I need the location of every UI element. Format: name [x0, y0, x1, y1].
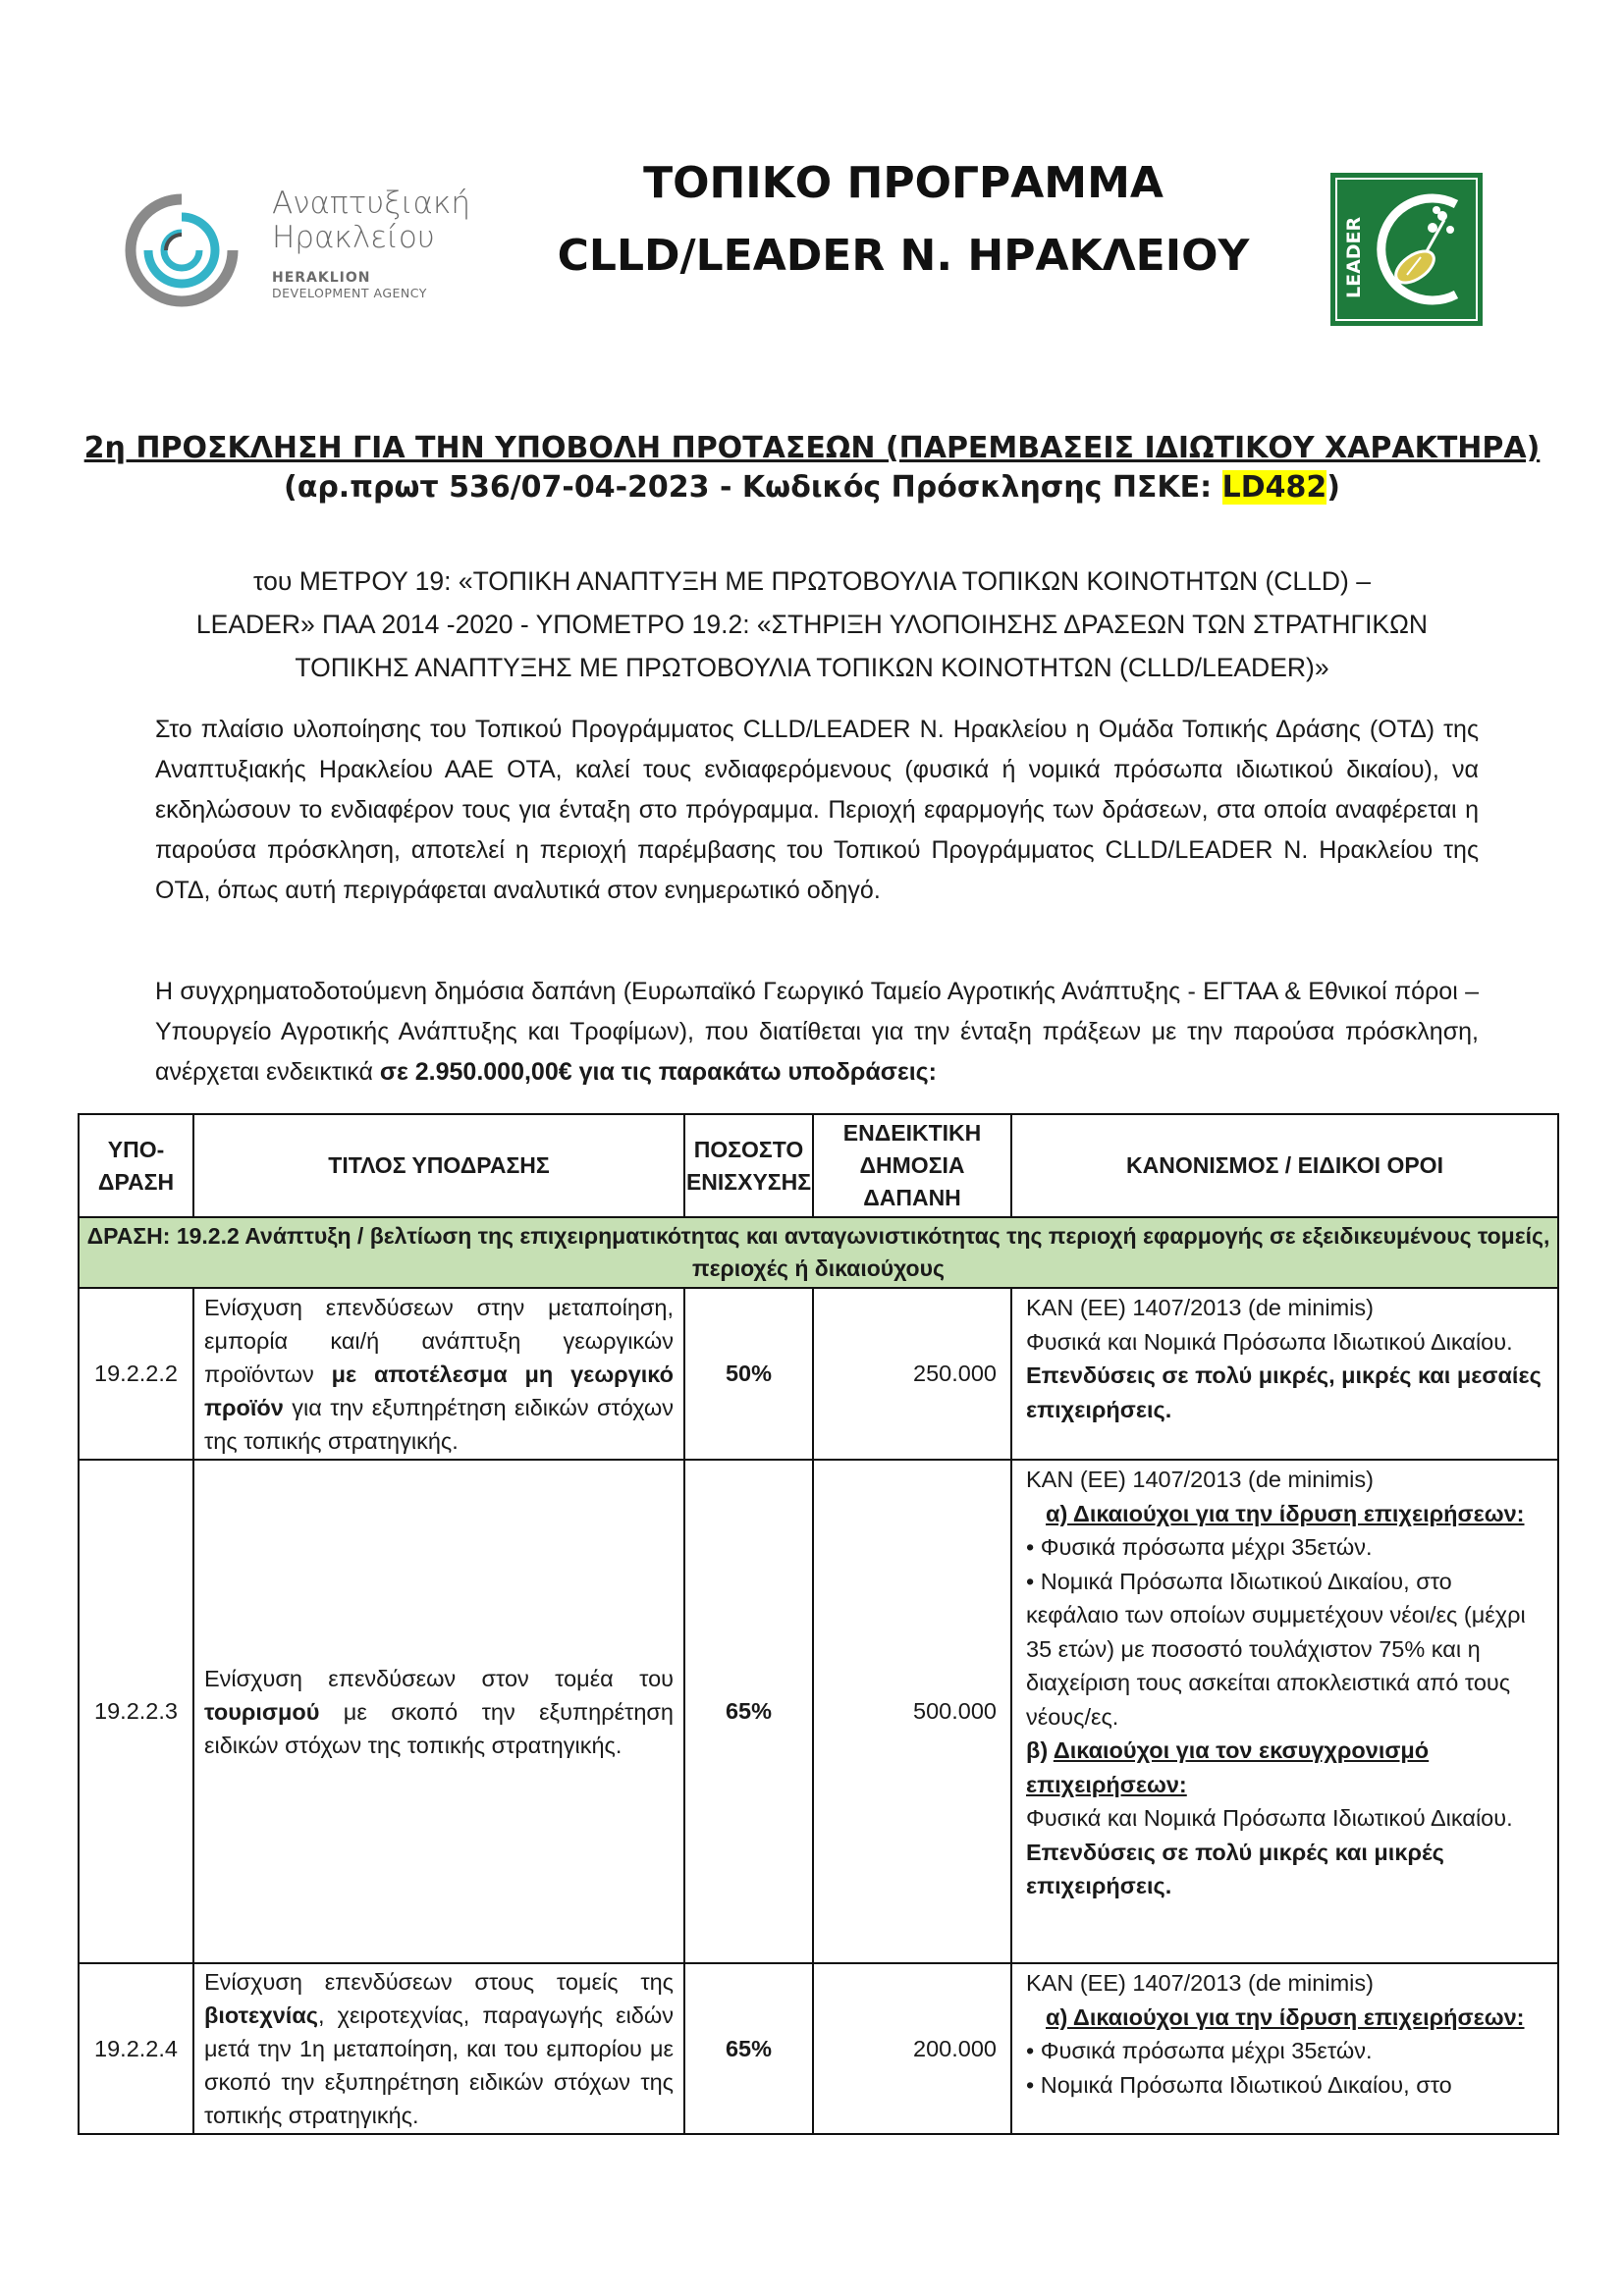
- subaction-title: Ενίσχυση επενδύσεων στους τομείς της βιοτεχνίας, χειροτεχνίας, παραγωγής ειδών μετά την 1η μεταποίηση, και του εμπορίου με σκοπό την εξυπηρέτηση ειδικών στόχων της τοπικής στρατηγικής.: [193, 1963, 684, 2134]
- header-title: ΤΙΤΛΟΣ ΥΠΟΔΡΑΣΗΣ: [193, 1114, 684, 1217]
- subaction-rate: 65%: [684, 1963, 813, 2134]
- agency-name: Αναπτυξιακή Ηρακλείου: [272, 186, 470, 255]
- leader-logo-text: LEADER: [1343, 216, 1365, 298]
- subaction-rules: ΚΑΝ (ΕΕ) 1407/2013 (de minimis) Φυσικά και Νομικά Πρόσωπα Ιδιωτικού Δικαίου. Επενδύσεις σε πολύ μικρές, μικρές και μεσαίες επιχειρήσεις.: [1011, 1288, 1558, 1460]
- subactions-table: [78, 1113, 1559, 2135]
- table-row: [79, 1288, 1558, 1460]
- page-title: ΤΟΠΙΚΟ ΠΡΟΓΡΑΜΜΑ CLLD/LEADER Ν. ΗΡΑΚΛΕΙΟΥ: [557, 158, 1250, 281]
- subaction-rate: 65%: [684, 1460, 813, 1963]
- subaction-budget: 500.000: [813, 1460, 1011, 1963]
- call-title-line: 2η ΠΡΟΣΚΛΗΣΗ ΓΙΑ ΤΗΝ ΥΠΟΒΟΛΗ ΠΡΟΤΑΣΕΩΝ (ΠΑΡΕΜΒΑΣΕΙΣ ΙΔΙΩΤΙΚΟΥ ΧΑΡΑΚΤΗΡΑ): [83, 431, 1541, 465]
- intro-paragraph: Στο πλαίσιο υλοποίησης του Τοπικού Προγράμματος CLLD/LEADER Ν. Ηρακλείου η Ομάδα Τοπικής Δράσης (ΟΤΔ) της Αναπτυξιακής Ηρακλείου ΑΑΕ ΟΤΑ, καλεί τους ενδιαφερόμενους (φυσικά ή νομικά πρόσωπα ιδιωτικού δικαίου), να εκδηλώσουν το ενδιαφέρον τους για ένταξη στο πρόγραμμα. Περιοχή εφαρμογής των δράσεων, στα οποία αναφέρεται η παρούσα πρόσκληση, αποτελεί η περιοχή παρέμβασης του Τοπικού Προγράμματος CLLD/LEADER Ν. Ηρακλείου της ΟΤΔ, όπως αυτή περιγράφεται αναλυτικά στον ενημερωτικό οδηγό.: [155, 716, 1479, 904]
- header-budget: ΕΝΔΕΙΚΤΙΚΗ ΔΗΜΟΣΙΑ ΔΑΠΑΝΗ: [813, 1114, 1011, 1217]
- call-reference: (αρ.πρωτ 536/07-04-2023 - Κωδικός Πρόσκλησης ΠΣΚΕ: LD482): [284, 470, 1340, 505]
- subaction-rate: 50%: [684, 1288, 813, 1460]
- call-code-highlight: LD482: [1221, 470, 1327, 505]
- measure-description: του ΜΕΤΡΟΥ 19: «ΤΟΠΙΚΗ ΑΝΑΠΤΥΞΗ ΜΕ ΠΡΩΤΟΒΟΥΛΙΑ ΤΟΠΙΚΩΝ ΚΟΙΝΟΤΗΤΩΝ (CLLD) – LEADER» ΠΑΑ 2014 -2020 - ΥΠΟΜΕΤΡΟ 19.2: «ΣΤΗΡΙΞΗ ΥΛΟΠΟΙΗΣΗΣ ΔΡΑΣΕΩΝ ΤΩΝ ΣΤΡΑΤΗΓΙΚΩΝ ΤΟΠΙΚΗΣ ΑΝΑΠΤΥΞΗΣ ΜΕ ΠΡΩΤΟΒΟΥΛΙΑ ΤΟΠΙΚΩΝ ΚΟΙΝΟΤΗΤΩΝ (CLLD/LEADER)»: [195, 566, 1429, 682]
- agency-logo: [123, 186, 470, 314]
- action-title: ΔΡΑΣΗ: 19.2.2 Ανάπτυξη / βελτίωση της επιχειρηματικότητας και ανταγωνιστικότητας της περιοχή εφαρμογής σε εξειδικευμένους τομείς, περιοχές ή δικαιούχους: [79, 1217, 1558, 1288]
- header-code: ΥΠΟ-ΔΡΑΣΗ: [79, 1114, 193, 1217]
- subaction-title: Ενίσχυση επενδύσεων στον τομέα του τουρισμού με σκοπό την εξυπηρέτηση ειδικών στόχων της τοπικής στρατηγικής.: [193, 1460, 684, 1963]
- subaction-rules: ΚΑΝ (ΕΕ) 1407/2013 (de minimis) α) Δικαιούχοι για την ίδρυση επιχειρήσεων: • Φυσικά πρόσωπα μέχρι 35ετών. • Νομικά Πρόσωπα Ιδιωτικού Δικαίου, στο: [1011, 1963, 1558, 2134]
- table-row: [79, 1963, 1558, 2134]
- table-header-row: [79, 1114, 1558, 1217]
- subaction-code: 19.2.2.4: [79, 1963, 193, 2134]
- table-row: [79, 1460, 1558, 1963]
- budget-paragraph: Η συγχρηματοδοτούμενη δημόσια δαπάνη (Ευρωπαϊκό Γεωργικό Ταμείο Αγροτικής Ανάπτυξης - ΕΓΤΑΑ & Εθνικοί πόροι – Υπουργείο Αγροτικής Ανάπτυξης και Τροφίμων), που διατίθεται για την ένταξη πράξεων με την παρούσα πρόσκληση, ανέρχεται ενδεικτικά σε 2.950.000,00€ για τις παρακάτω υποδράσεις:: [155, 978, 1479, 1086]
- header-rate: ΠΟΣΟΣΤΟ ΕΝΙΣΧΥΣΗΣ: [684, 1114, 813, 1217]
- subaction-code: 19.2.2.2: [79, 1288, 193, 1460]
- subaction-rules: ΚΑΝ (ΕΕ) 1407/2013 (de minimis) α) Δικαιούχοι για την ίδρυση επιχειρήσεων: • Φυσικά πρόσωπα μέχρι 35ετών. • Νομικά Πρόσωπα Ιδιωτικού Δικαίου, στο κεφάλαιο των οποίων συμμετέχουν νέοι/ες (μέχρι 35 ετών) με ποσοστό τουλάχιστον 75% και η διαχείριση τους ασκείται αποκλειστικά από τους νέους/ες. β) Δικαιούχοι για τον εκσυγχρονισμό επιχειρήσεων: Φυσικά και Νομικά Πρόσωπα Ιδιωτικού Δικαίου. Επενδύσεις σε πολύ μικρές και μικρές επιχειρήσεις.: [1011, 1460, 1558, 1963]
- subaction-title: Ενίσχυση επενδύσεων στην μεταποίηση, εμπορία και/ή ανάπτυξη γεωργικών προϊόντων με αποτέλεσμα μη γεωργικό προϊόν για την εξυπηρέτηση ειδικών στόχων της τοπικής στρατηγικής.: [193, 1288, 684, 1460]
- leader-logo: [1330, 173, 1483, 326]
- agency-english-name: HERAKLION DEVELOPMENT AGENCY: [272, 270, 427, 300]
- subaction-budget: 200.000: [813, 1963, 1011, 2134]
- subaction-code: 19.2.2.3: [79, 1460, 193, 1963]
- header-rules: ΚΑΝΟΝΙΣΜΟΣ / ΕΙΔΙΚΟΙ ΟΡΟΙ: [1011, 1114, 1558, 1217]
- action-row: [79, 1217, 1558, 1288]
- agency-logo-mark-icon: [123, 191, 241, 309]
- subaction-budget: 250.000: [813, 1288, 1011, 1460]
- call-title: [79, 429, 1545, 507]
